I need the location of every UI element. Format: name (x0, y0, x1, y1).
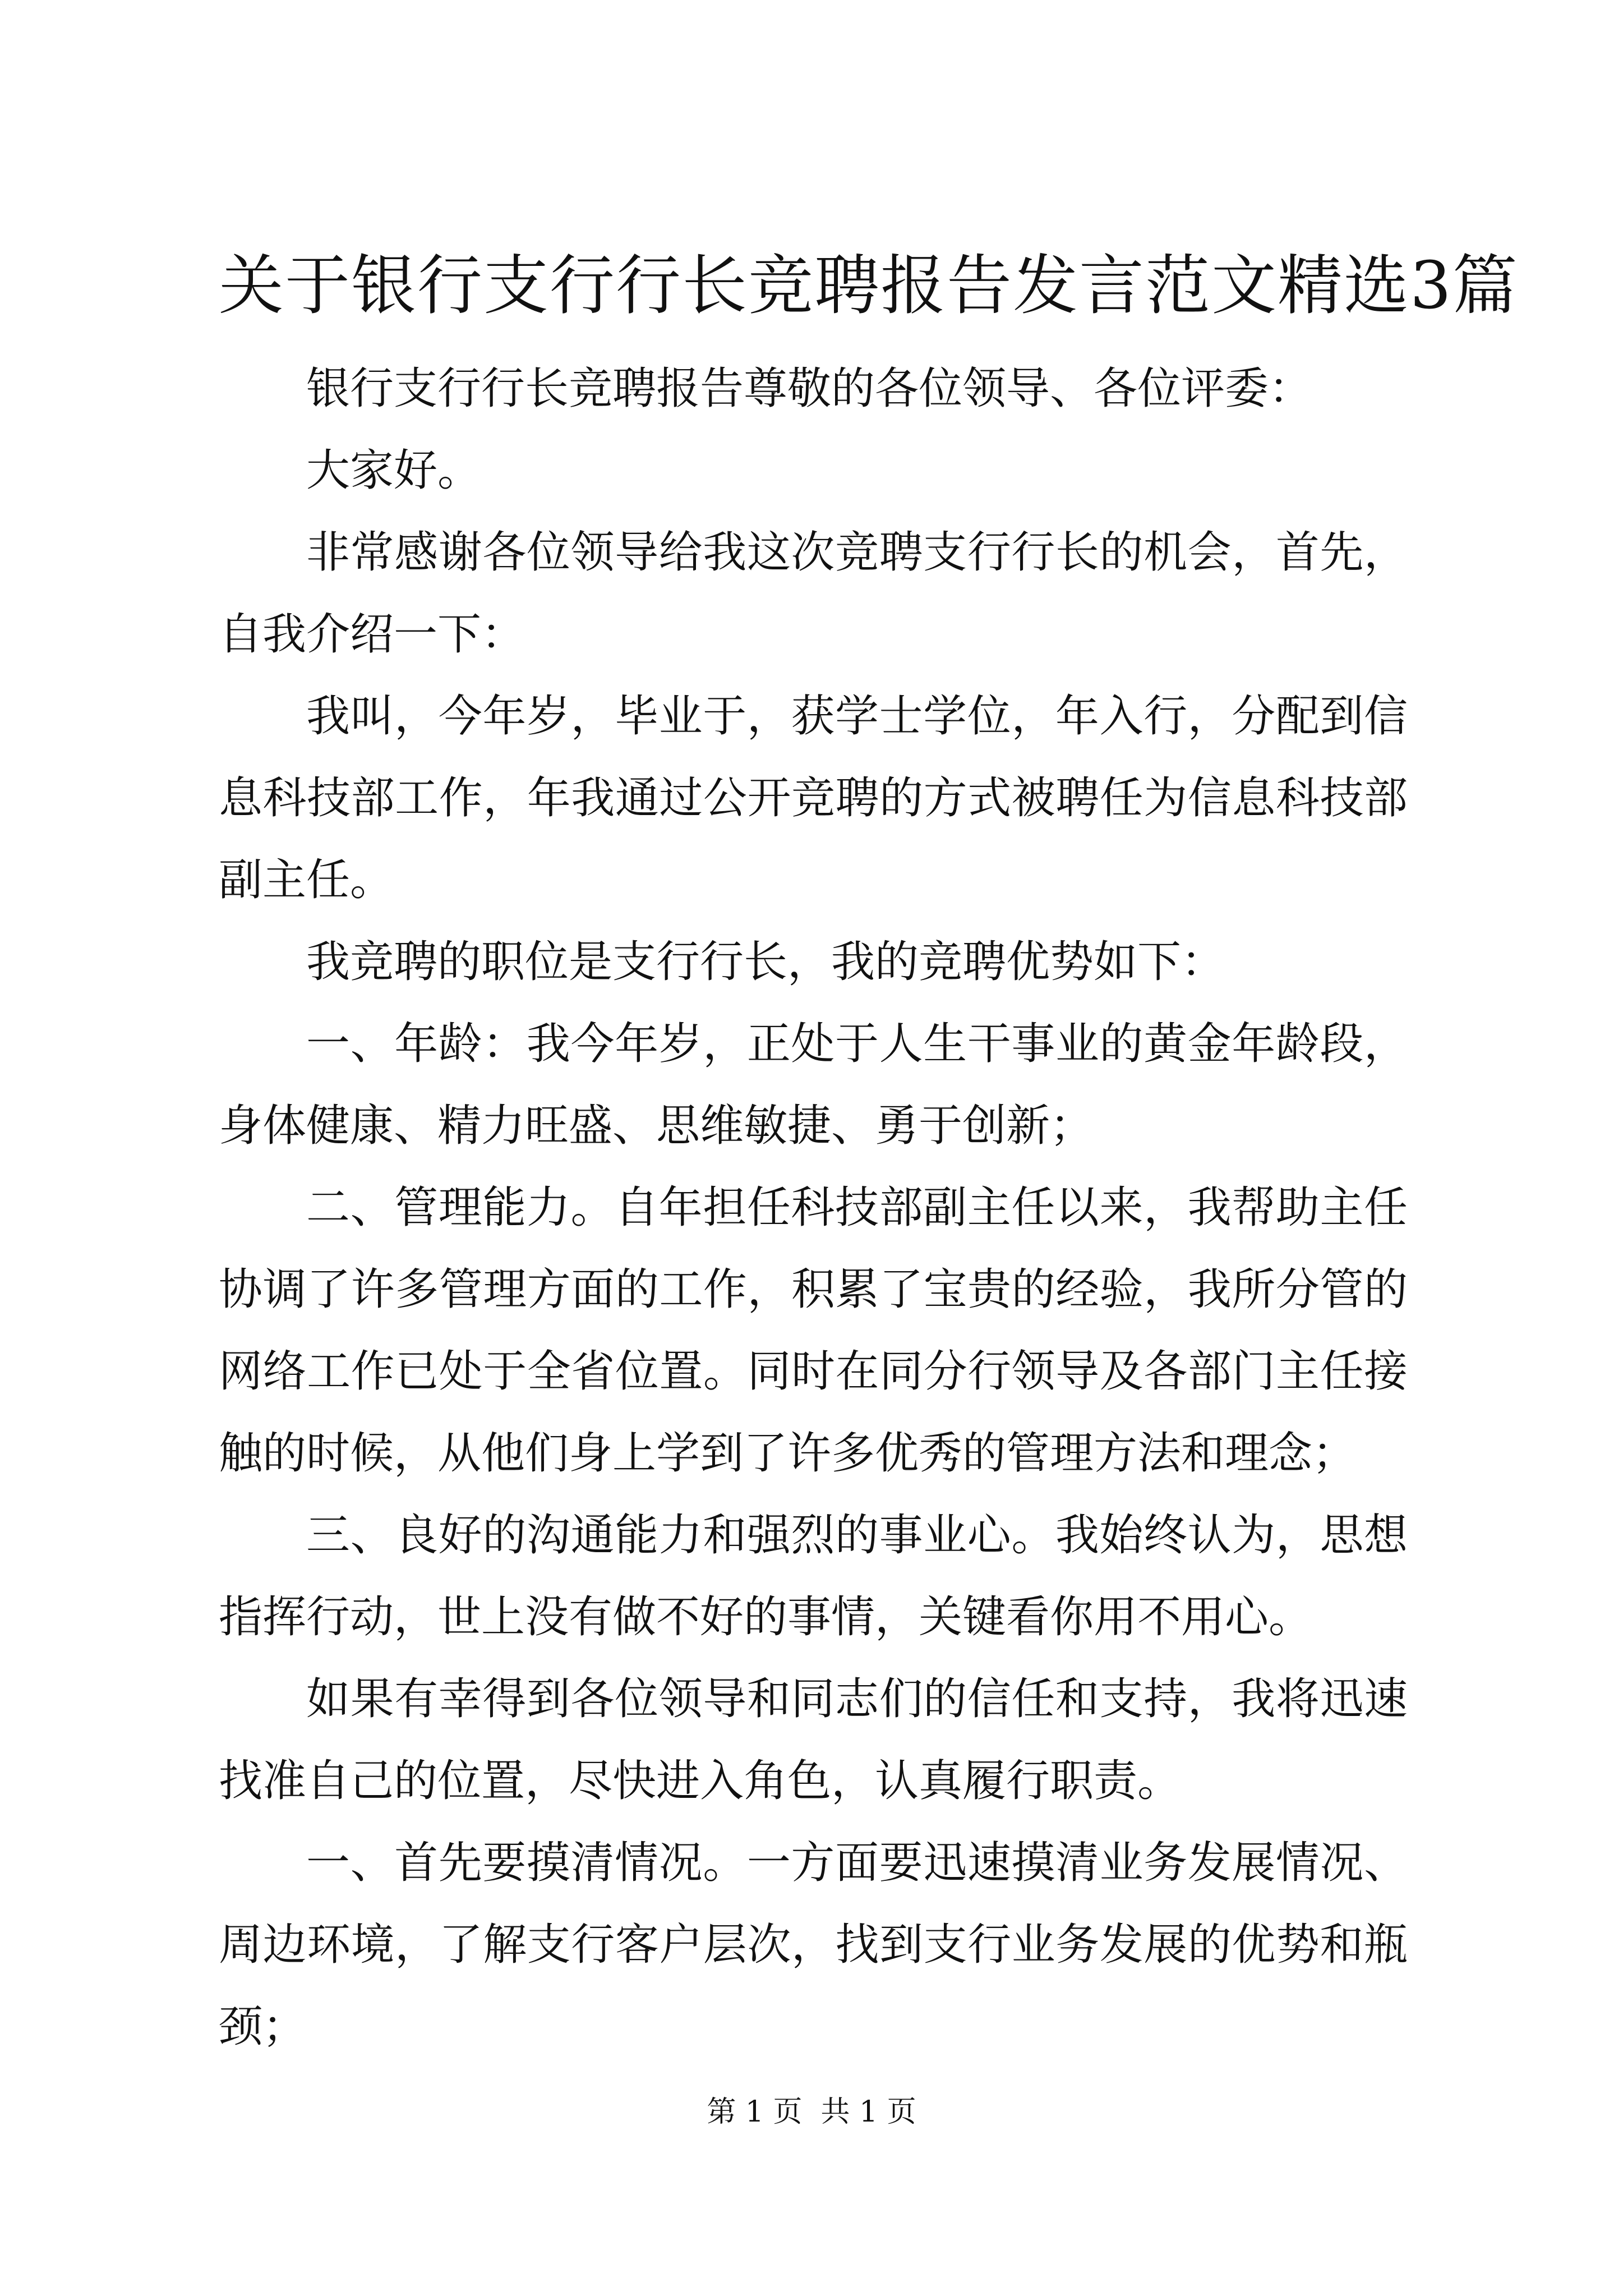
paragraph-salutation: 银行支行行长竞聘报告尊敬的各位领导、各位评委： (306, 364, 1313, 414)
paragraph-plan-first: 一、首先要摸清情况。一方面要迅速摸清业务发展情况、周边环境，了解支行客户层次，找到支行业务发展的优势和瓶颈； (219, 1838, 1408, 2052)
paragraph-thanks: 非常感谢各位领导给我这次竞聘支行行长的机会，首先，自我介绍一下： (219, 527, 1408, 660)
paragraph-management: 二、管理能力。自年担任科技部副主任以来，我帮助主任协调了许多管理方面的工作，积累了宝贵的经验，我所分管的网络工作已处于全省位置。同时在同分行领导及各部门主任接触的时候，从他们身上学到了许多优秀的管理方法和理念； (219, 1182, 1408, 1479)
document-title: 关于银行支行行长竞聘报告发言范文精选3篇 (219, 248, 1519, 324)
paragraph-greeting: 大家好。 (306, 445, 482, 496)
paragraph-position: 我竞聘的职位是支行行长，我的竞聘优势如下： (306, 937, 1225, 987)
paragraph-self-intro: 我叫，今年岁，毕业于，获学士学位，年入行，分配到信息科技部工作，年我通过公开竞聘的方式被聘任为信息科技部副主任。 (219, 691, 1408, 905)
paragraph-age: 一、年龄：我今年岁，正处于人生干事业的黄金年龄段，身体健康、精力旺盛、思维敏捷、勇于创新； (219, 1019, 1408, 1151)
paragraph-communication: 三、良好的沟通能力和强烈的事业心。我始终认为，思想指挥行动，世上没有做不好的事情，关键看你用不用心。 (219, 1510, 1408, 1642)
paragraph-commitment: 如果有幸得到各位领导和同志们的信任和支持，我将迅速找准自己的位置，尽快进入角色，认真履行职责。 (219, 1674, 1408, 1806)
page-footer: 第 1 页 共 1 页 (707, 2095, 916, 2129)
document-body (219, 348, 1408, 2068)
